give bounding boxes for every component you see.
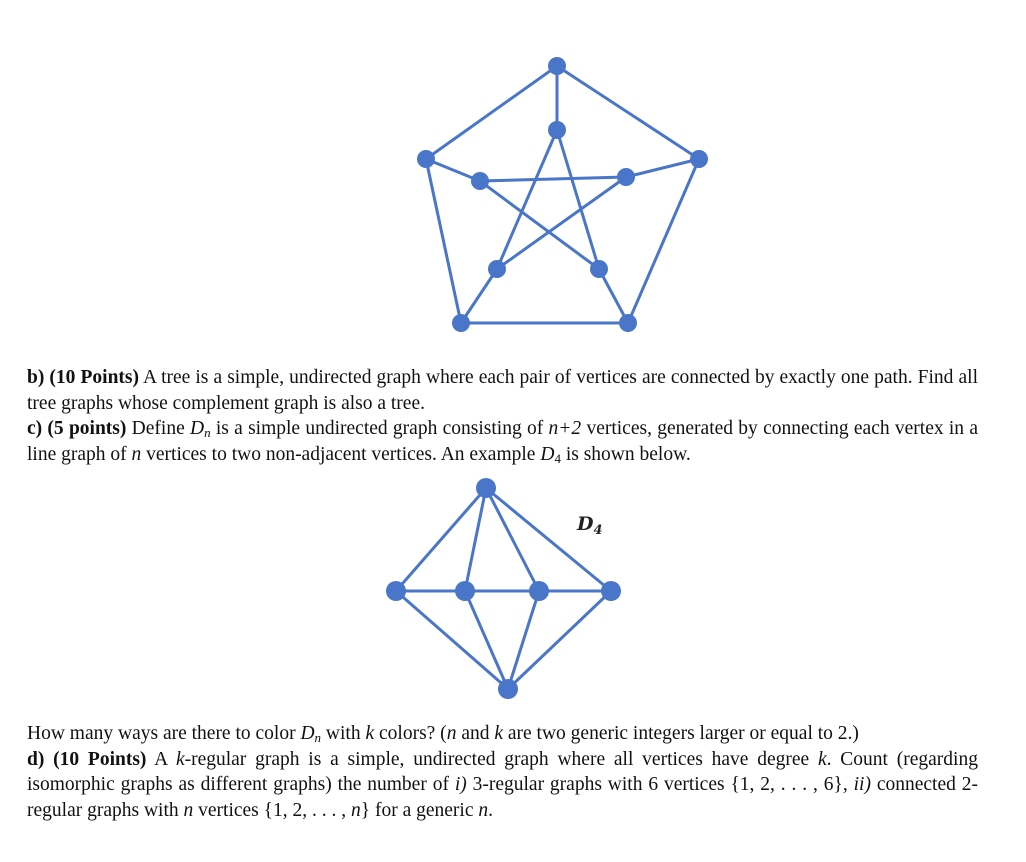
coloring-question: How many ways are there to color $D_n$ with k colors? (n and k are two generic integers larger or equal to 2.) — [27, 723, 859, 745]
petersen-vertex — [488, 260, 506, 278]
petersen-edge — [480, 181, 599, 269]
problem-b-label: b) (10 Points) — [27, 367, 139, 388]
d4-graph-vertices — [386, 478, 621, 699]
problem-d: d) (10 Points) A k-regular graph is a simple, undirected graph where all vertices have degree k. Count (regarding isomorphic graphs as different graphs) the number of i) 3-regular graphs with 6 vertices {1, 2, . . . , 6}, ii) connected 2-regular graphs with n vertices {1, 2, . . . , n} for a generic n. — [27, 748, 978, 821]
petersen-vertex — [619, 314, 637, 332]
petersen-vertex — [617, 168, 635, 186]
petersen-edge — [426, 159, 461, 323]
problem-c-label: c) (5 points) — [27, 418, 127, 439]
d4-vertex — [476, 478, 496, 498]
petersen-edge — [557, 66, 699, 159]
problem-colors-d-paragraph — [27, 721, 978, 823]
d4-vertex — [529, 581, 549, 601]
d4-edge — [486, 488, 611, 591]
petersen-vertex — [690, 150, 708, 168]
d4-vertex — [498, 679, 518, 699]
petersen-edge — [461, 269, 497, 323]
d4-vertex — [601, 581, 621, 601]
petersen-edge — [426, 66, 557, 159]
petersen-vertices — [417, 57, 708, 332]
problem-b-c-paragraph — [27, 365, 978, 467]
petersen-vertex — [471, 172, 489, 190]
d4-edge — [465, 488, 486, 591]
d4-figure-label: $D_4$ — [577, 513, 603, 538]
petersen-edge — [480, 177, 626, 181]
petersen-edges — [426, 66, 699, 323]
petersen-vertex — [548, 57, 566, 75]
problem-c: c) (5 points) Define $D_n$ is a simple undirected graph consisting of n+2 vertices, generated by connecting each vertex in a line graph of n vertices to two non-adjacent vertices. An example $D_4$ is shown below. — [27, 418, 978, 466]
petersen-edge — [628, 159, 699, 323]
d4-edge — [465, 591, 508, 689]
petersen-vertex — [417, 150, 435, 168]
d4-edge — [396, 591, 508, 689]
d4-edge — [486, 488, 539, 591]
d4-vertex — [455, 581, 475, 601]
petersen-edge — [599, 269, 628, 323]
petersen-vertex — [452, 314, 470, 332]
petersen-vertex — [590, 260, 608, 278]
petersen-edge — [626, 159, 699, 177]
d4-vertex — [386, 581, 406, 601]
petersen-vertex — [548, 121, 566, 139]
problem-b: b) (10 Points) A tree is a simple, undirected graph where each pair of vertices are connected by exactly one path. Find all tree graphs whose complement graph is also a tree. — [27, 367, 978, 414]
d4-edge — [396, 488, 486, 591]
problem-d-label: d) (10 Points) — [27, 748, 147, 770]
